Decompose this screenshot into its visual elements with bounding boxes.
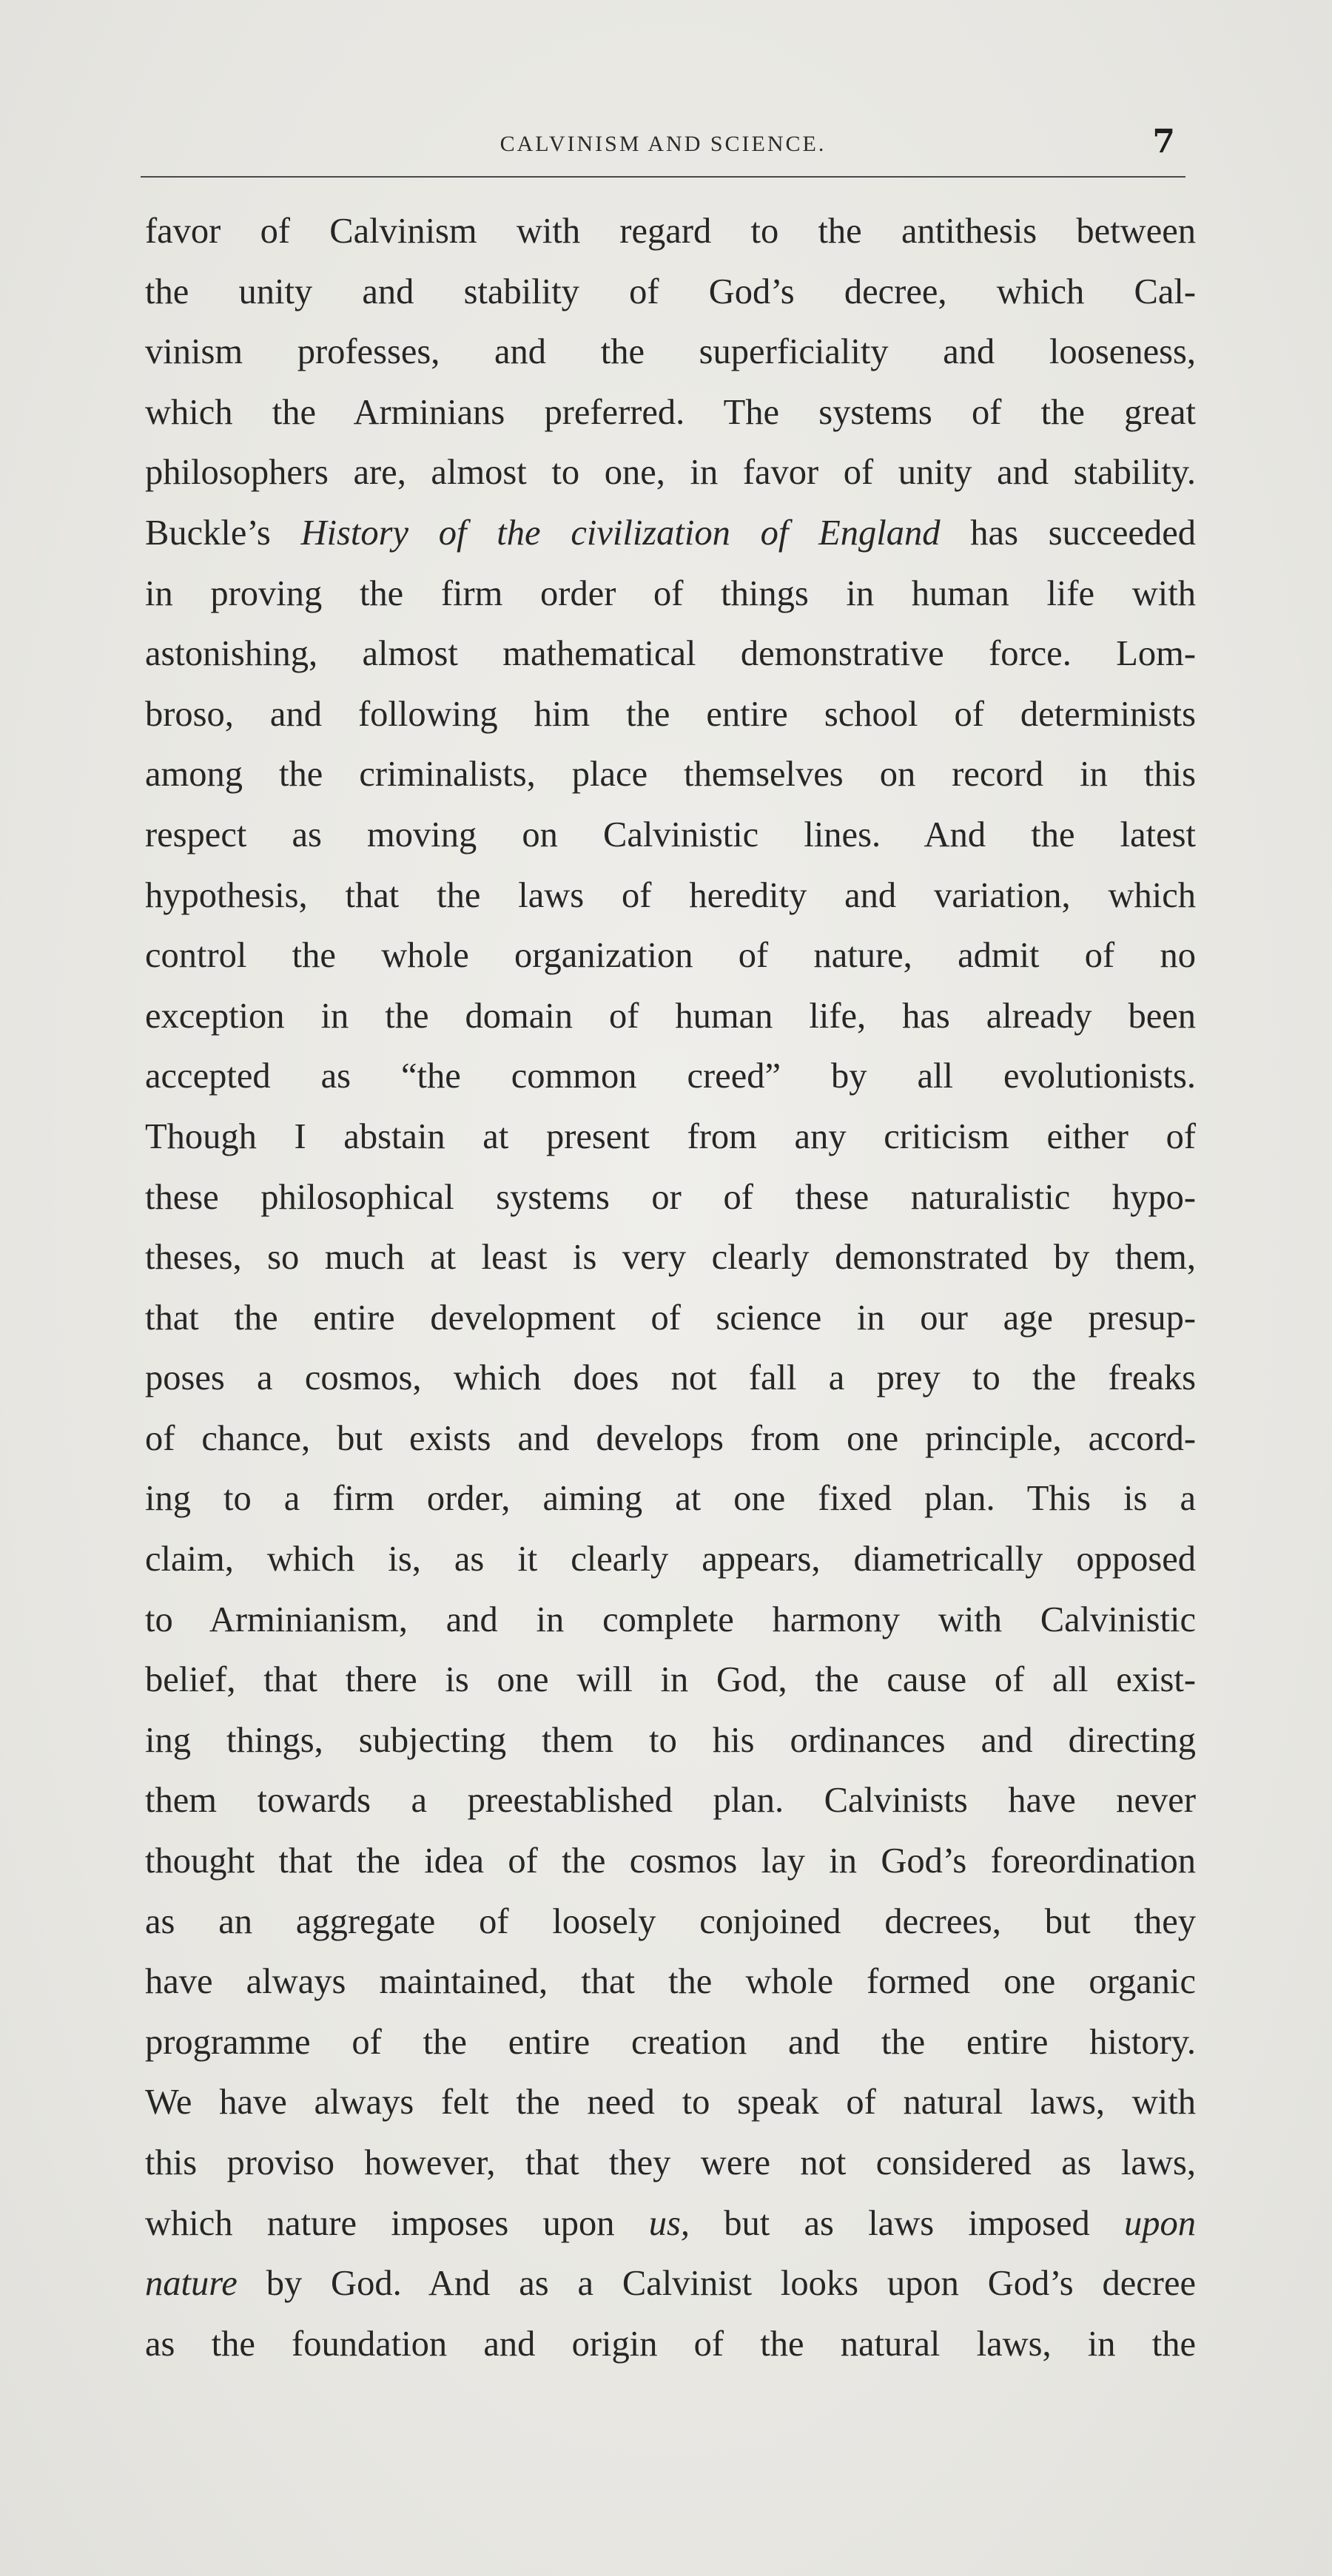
text-line: as an aggregate of loosely conjoined decrees, but they	[145, 1901, 1196, 1941]
text-line	[145, 2253, 1196, 2314]
text-line: vinism professes, and the superficiality and looseness,	[145, 332, 1196, 372]
text-line: control the whole organization of nature, admit of no	[145, 936, 1196, 976]
text-line: in proving the firm order of things in human life with	[145, 573, 1196, 613]
text-line: belief, that there is one will in God, the cause of all exist-	[145, 1660, 1196, 1700]
text-span: which nature imposes upon	[145, 2203, 649, 2243]
text-line: respect as moving on Calvinistic lines. And the latest	[145, 815, 1196, 854]
header-rule	[141, 176, 1185, 178]
text-line: favor of Calvinism with regard to the antithesis between	[145, 212, 1196, 251]
text-line: philosophers are, almost to one, in favor of unity and stability.	[145, 453, 1196, 493]
text-line: broso, and following him the entire school of determinists	[145, 694, 1196, 734]
text-line: hypothesis, that the laws of heredity and variation, which	[145, 875, 1196, 915]
text-span: by God. And as a Calvinist looks upon God’s decree	[237, 2264, 1196, 2304]
body-text	[145, 201, 1196, 2374]
text-line: accepted as “the common creed” by all evolutionists.	[145, 1056, 1196, 1096]
text-line: ing to a firm order, aiming at one fixed plan. This is a	[145, 1479, 1196, 1519]
text-line: astonishing, almost mathematical demonstrative force. Lom-	[145, 634, 1196, 674]
text-line: programme of the entire creation and the entire history.	[145, 2022, 1196, 2062]
text-line: this proviso however, that they were not considered as laws,	[145, 2143, 1196, 2182]
text-line: ing things, subjecting them to his ordinances and directing	[145, 1720, 1196, 1760]
text-line: claim, which is, as it clearly appears, diametrically opposed	[145, 1540, 1196, 1579]
text-span: has succeeded	[940, 513, 1196, 553]
text-line: among the criminalists, place themselves on record in this	[145, 755, 1196, 795]
text-line: Though I abstain at present from any criticism either of	[145, 1116, 1196, 1156]
text-line: which the Arminians preferred. The systems of the great	[145, 392, 1196, 432]
text-span: but as laws imposed	[690, 2203, 1124, 2243]
running-title: CALVINISM AND SCIENCE.	[500, 132, 827, 156]
emphasis-italic: nature	[145, 2264, 238, 2304]
book-title-italic: History of the civilization of England	[300, 513, 941, 553]
text-line	[145, 2194, 1196, 2254]
text-line: exception in the domain of human life, has already been	[145, 996, 1196, 1036]
text-line: the unity and stability of God’s decree, which Cal-	[145, 272, 1196, 311]
text-line: We have always felt the need to speak of natural laws, with	[145, 2083, 1196, 2122]
text-line: thought that the idea of the cosmos lay in God’s foreordination	[145, 1841, 1196, 1881]
emphasis-italic: us,	[648, 2203, 690, 2243]
text-span: Buckle’s	[145, 513, 301, 553]
text-line: to Arminianism, and in complete harmony with Calvinistic	[145, 1599, 1196, 1639]
text-line: them towards a preestablished plan. Calvinists have never	[145, 1781, 1196, 1821]
text-line	[145, 503, 1196, 564]
text-line: of chance, but exists and develops from one principle, accord-	[145, 1418, 1196, 1458]
text-line: theses, so much at least is very clearly demonstrated by them,	[145, 1238, 1196, 1278]
text-line: poses a cosmos, which does not fall a prey to the freaks	[145, 1358, 1196, 1398]
text-line: that the entire development of science in our age presup-	[145, 1298, 1196, 1338]
page-number: 7	[1152, 123, 1175, 161]
text-line: have always maintained, that the whole formed one organic	[145, 1962, 1196, 2002]
emphasis-italic: upon	[1124, 2203, 1196, 2243]
text-line: these philosophical systems or of these naturalistic hypo-	[145, 1177, 1196, 1217]
running-header	[141, 118, 1185, 163]
text-line: as the foundation and origin of the natural laws, in the	[145, 2324, 1196, 2364]
